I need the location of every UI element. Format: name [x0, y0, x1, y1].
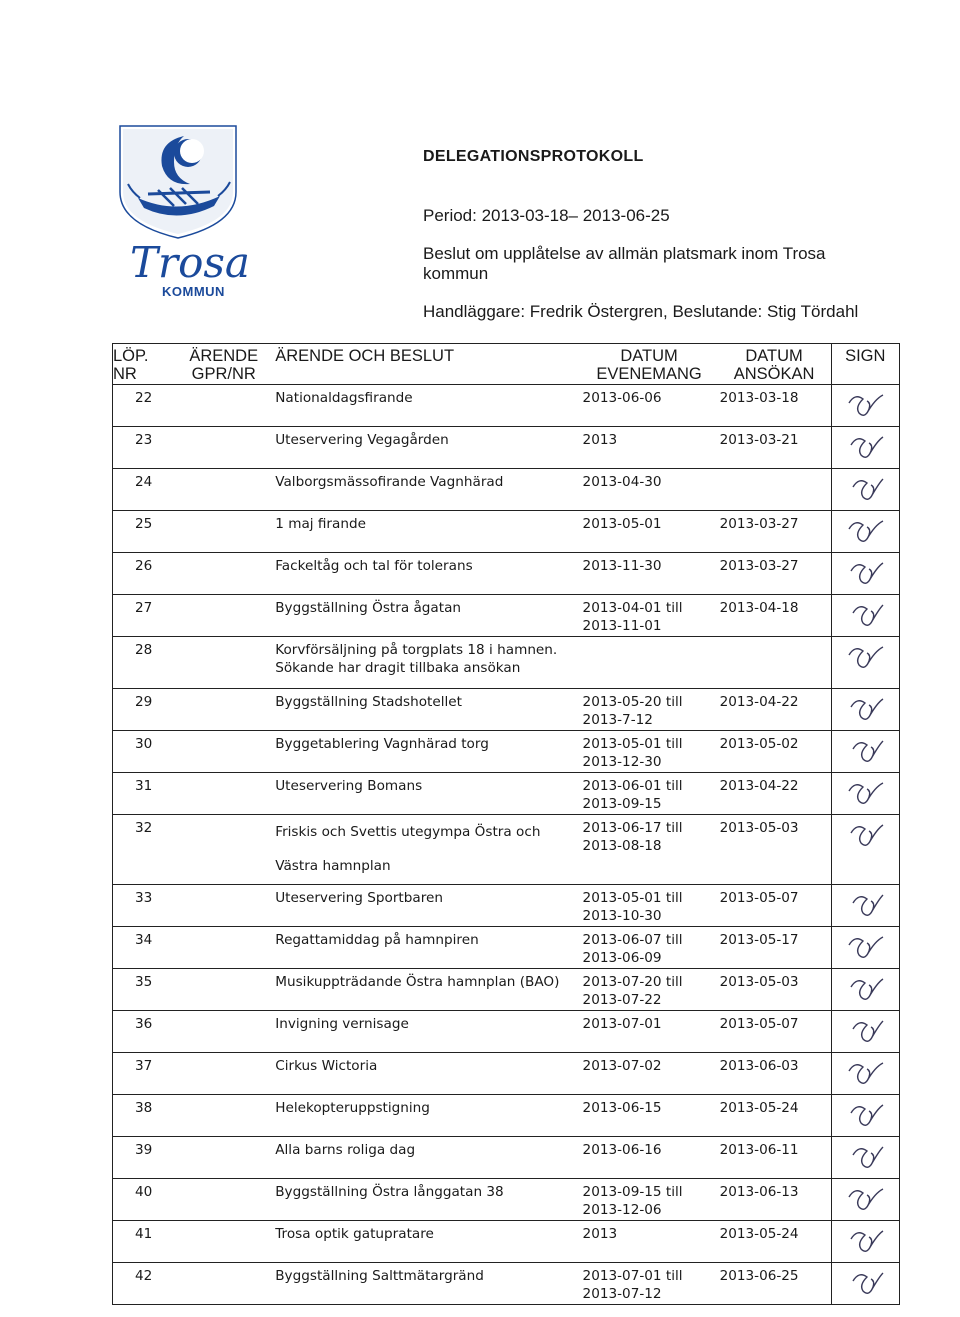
row-nr: 38 [113, 1095, 175, 1137]
row-gpr [174, 689, 273, 731]
row-datum-ansokan: 2013-06-13 [718, 1179, 831, 1221]
row-sign [831, 731, 899, 773]
row-gpr [174, 815, 273, 885]
signature-icon [841, 599, 889, 633]
row-sign [831, 969, 899, 1011]
header-lop-nr-line2: NR [113, 365, 137, 383]
signature-icon [841, 931, 889, 965]
row-gpr [174, 731, 273, 773]
row-datum-ansokan: 2013-06-03 [718, 1053, 831, 1095]
row-nr: 36 [113, 1011, 175, 1053]
row-arende: Trosa optik gatupratare [273, 1221, 580, 1263]
header-datum-evenemang-line2: EVENEMANG [596, 365, 702, 383]
row-gpr [174, 637, 273, 689]
row-nr: 26 [113, 553, 175, 595]
row-datum-evenemang: 2013-04-01 till 2013-11-01 [581, 595, 718, 637]
row-datum-ansokan: 2013-04-22 [718, 689, 831, 731]
signature-icon [841, 973, 889, 1007]
table-row [113, 731, 900, 773]
row-sign [831, 469, 899, 511]
header-sign [831, 344, 899, 385]
row-datum-evenemang: 2013-05-01 till 2013-10-30 [581, 885, 718, 927]
row-datum-evenemang: 2013 [581, 1221, 718, 1263]
table-row [113, 815, 900, 885]
row-arende: Byggställning Stadshotellet [273, 689, 580, 731]
row-nr: 29 [113, 689, 175, 731]
signature-icon [841, 389, 889, 423]
header-arende-beslut [273, 344, 580, 385]
row-arende: Uteservering Bomans [273, 773, 580, 815]
row-datum-evenemang: 2013-05-01 till 2013-12-30 [581, 731, 718, 773]
row-sign [831, 1263, 899, 1305]
header-lop-nr-line1: LÖP. [113, 347, 149, 365]
table-row [113, 969, 900, 1011]
header-arende-gpr [174, 344, 273, 385]
table-row [113, 885, 900, 927]
row-arende: Invigning vernisage [273, 1011, 580, 1053]
row-nr: 42 [113, 1263, 175, 1305]
row-sign [831, 927, 899, 969]
row-datum-evenemang: 2013-06-16 [581, 1137, 718, 1179]
row-arende: Valborgsmässofirande Vagnhärad [273, 469, 580, 511]
row-nr: 39 [113, 1137, 175, 1179]
row-nr: 37 [113, 1053, 175, 1095]
table-row [113, 1179, 900, 1221]
table-row [113, 1263, 900, 1305]
row-nr: 23 [113, 427, 175, 469]
row-datum-ansokan: 2013-05-24 [718, 1221, 831, 1263]
table-row [113, 1137, 900, 1179]
logo-kommun: KOMMUN [162, 284, 225, 299]
row-gpr [174, 885, 273, 927]
row-nr: 33 [113, 885, 175, 927]
row-datum-ansokan: 2013-05-02 [718, 731, 831, 773]
row-datum-ansokan: 2013-03-27 [718, 553, 831, 595]
row-sign [831, 553, 899, 595]
row-sign [831, 637, 899, 689]
row-gpr [174, 1053, 273, 1095]
signature-icon [841, 1057, 889, 1091]
row-datum-ansokan [718, 469, 831, 511]
row-datum-evenemang: 2013-06-17 till 2013-08-18 [581, 815, 718, 885]
row-datum-evenemang: 2013-07-20 till 2013-07-22 [581, 969, 718, 1011]
signature-icon [841, 473, 889, 507]
row-nr: 30 [113, 731, 175, 773]
signature-icon [841, 1183, 889, 1217]
table-row [113, 553, 900, 595]
table-row [113, 1221, 900, 1263]
signature-icon [841, 641, 889, 675]
row-gpr [174, 927, 273, 969]
row-sign [831, 1095, 899, 1137]
signature-icon [841, 1141, 889, 1175]
row-nr: 40 [113, 1179, 175, 1221]
delegation-table [112, 343, 900, 1305]
row-datum-ansokan: 2013-05-24 [718, 1095, 831, 1137]
row-arende: Friskis och Svettis utegympa Östra och Västra hamnplan [273, 815, 580, 885]
header-arende-beslut-label: ÄRENDE OCH BESLUT [275, 347, 455, 365]
signature-icon [841, 1015, 889, 1049]
row-arende: Nationaldagsfirande [273, 385, 580, 427]
table-row [113, 385, 900, 427]
row-sign [831, 1053, 899, 1095]
signature-icon [841, 515, 889, 549]
row-gpr [174, 1263, 273, 1305]
row-arende: Regattamiddag på hamnpiren [273, 927, 580, 969]
table-row [113, 511, 900, 553]
row-datum-evenemang [581, 637, 718, 689]
row-sign [831, 595, 899, 637]
table-row [113, 927, 900, 969]
handlaggare-text: Handläggare: Fredrik Östergren, Beslutande: Stig Tördahl [423, 302, 859, 321]
row-sign [831, 1221, 899, 1263]
document-title: DELEGATIONSPROTOKOLL [423, 148, 644, 165]
row-nr: 31 [113, 773, 175, 815]
signature-icon [841, 693, 889, 727]
table-row [113, 689, 900, 731]
row-datum-ansokan: 2013-05-07 [718, 885, 831, 927]
header-datum-ansokan [718, 344, 831, 385]
row-arende: Alla barns roliga dag [273, 1137, 580, 1179]
row-nr: 27 [113, 595, 175, 637]
row-sign [831, 1011, 899, 1053]
row-datum-evenemang: 2013 [581, 427, 718, 469]
row-datum-ansokan: 2013-04-18 [718, 595, 831, 637]
row-sign [831, 885, 899, 927]
header-datum-evenemang [581, 344, 718, 385]
table-row [113, 637, 900, 689]
row-sign [831, 689, 899, 731]
row-datum-evenemang: 2013-11-30 [581, 553, 718, 595]
row-datum-evenemang: 2013-07-02 [581, 1053, 718, 1095]
row-gpr [174, 969, 273, 1011]
row-datum-ansokan: 2013-05-03 [718, 969, 831, 1011]
row-arende: Helekopteruppstigning [273, 1095, 580, 1137]
row-arende: Uteservering Vegagården [273, 427, 580, 469]
row-gpr [174, 1137, 273, 1179]
row-nr: 35 [113, 969, 175, 1011]
row-gpr [174, 1221, 273, 1263]
row-datum-ansokan: 2013-05-07 [718, 1011, 831, 1053]
signature-icon [841, 431, 889, 465]
row-sign [831, 385, 899, 427]
row-datum-ansokan: 2013-03-27 [718, 511, 831, 553]
row-nr: 32 [113, 815, 175, 885]
row-nr: 25 [113, 511, 175, 553]
row-gpr [174, 511, 273, 553]
signature-icon [841, 1267, 889, 1301]
row-nr: 24 [113, 469, 175, 511]
row-arende: Musikuppträdande Östra hamnplan (BAO) [273, 969, 580, 1011]
table-row [113, 773, 900, 815]
beslut-text: Beslut om upplåtelse av allmän platsmark inom Trosa kommun [423, 244, 826, 283]
table-row [113, 595, 900, 637]
row-datum-ansokan: 2013-04-22 [718, 773, 831, 815]
row-gpr [174, 427, 273, 469]
header-datum-ansokan-line1: DATUM [745, 347, 803, 365]
header-arende-gpr-line2: GPR/NR [191, 365, 256, 383]
row-datum-evenemang: 2013-09-15 till 2013-12-06 [581, 1179, 718, 1221]
row-arende: Byggetablering Vagnhärad torg [273, 731, 580, 773]
row-arende: Uteservering Sportbaren [273, 885, 580, 927]
header-datum-ansokan-line2: ANSÖKAN [733, 365, 815, 383]
row-datum-evenemang: 2013-04-30 [581, 469, 718, 511]
row-nr: 28 [113, 637, 175, 689]
row-sign [831, 427, 899, 469]
signature-icon [841, 889, 889, 923]
row-gpr [174, 1179, 273, 1221]
signature-icon [841, 557, 889, 591]
row-datum-evenemang: 2013-07-01 [581, 1011, 718, 1053]
row-datum-evenemang: 2013-07-01 till 2013-07-12 [581, 1263, 718, 1305]
row-datum-ansokan [718, 637, 831, 689]
logo-word: Trosa [130, 238, 250, 287]
row-datum-evenemang: 2013-05-01 [581, 511, 718, 553]
header-datum-evenemang-line1: DATUM [620, 347, 678, 365]
signature-icon [841, 777, 889, 811]
row-gpr [174, 773, 273, 815]
row-sign [831, 1137, 899, 1179]
signature-icon [841, 1225, 889, 1259]
row-datum-ansokan: 2013-03-21 [718, 427, 831, 469]
row-datum-ansokan: 2013-05-17 [718, 927, 831, 969]
table-row [113, 1095, 900, 1137]
row-gpr [174, 1011, 273, 1053]
row-arende: Byggställning Östra långgatan 38 [273, 1179, 580, 1221]
row-datum-ansokan: 2013-05-03 [718, 815, 831, 885]
table-header-row [113, 344, 900, 385]
row-gpr [174, 469, 273, 511]
row-arende: Byggställning Östra ågatan [273, 595, 580, 637]
row-datum-ansokan: 2013-06-11 [718, 1137, 831, 1179]
row-arende: Korvförsäljning på torgplats 18 i hamnen. Sökande har dragit tillbaka ansökan [273, 637, 580, 689]
row-datum-evenemang: 2013-06-15 [581, 1095, 718, 1137]
row-datum-ansokan: 2013-06-25 [718, 1263, 831, 1305]
coat-of-arms-icon [118, 120, 243, 240]
row-arende: Cirkus Wictoria [273, 1053, 580, 1095]
row-arende: 1 maj firande [273, 511, 580, 553]
table-row [113, 1053, 900, 1095]
row-arende: Byggställning Salttmätargränd [273, 1263, 580, 1305]
row-datum-evenemang: 2013-06-06 [581, 385, 718, 427]
header-arende-gpr-line1: ÄRENDE [189, 347, 259, 365]
row-datum-evenemang: 2013-06-01 till 2013-09-15 [581, 773, 718, 815]
header-sign-label: SIGN [845, 347, 886, 365]
signature-icon [841, 819, 889, 853]
table-row [113, 427, 900, 469]
table-body [113, 385, 900, 1305]
row-sign [831, 773, 899, 815]
row-gpr [174, 1095, 273, 1137]
row-sign [831, 511, 899, 553]
row-datum-evenemang: 2013-06-07 till 2013-06-09 [581, 927, 718, 969]
period-text: Period: 2013-03-18– 2013-06-25 [423, 206, 670, 225]
signature-icon [841, 735, 889, 769]
row-nr: 22 [113, 385, 175, 427]
table-row [113, 469, 900, 511]
row-sign [831, 815, 899, 885]
row-gpr [174, 553, 273, 595]
row-arende: Fackeltåg och tal för tolerans [273, 553, 580, 595]
row-nr: 41 [113, 1221, 175, 1263]
row-datum-evenemang: 2013-05-20 till 2013-7-12 [581, 689, 718, 731]
signature-icon [841, 1099, 889, 1133]
row-gpr [174, 385, 273, 427]
header-lop-nr [113, 344, 175, 385]
row-gpr [174, 595, 273, 637]
row-sign [831, 1179, 899, 1221]
row-datum-ansokan: 2013-03-18 [718, 385, 831, 427]
trosa-kommun-logo [118, 120, 250, 300]
table-row [113, 1011, 900, 1053]
row-nr: 34 [113, 927, 175, 969]
